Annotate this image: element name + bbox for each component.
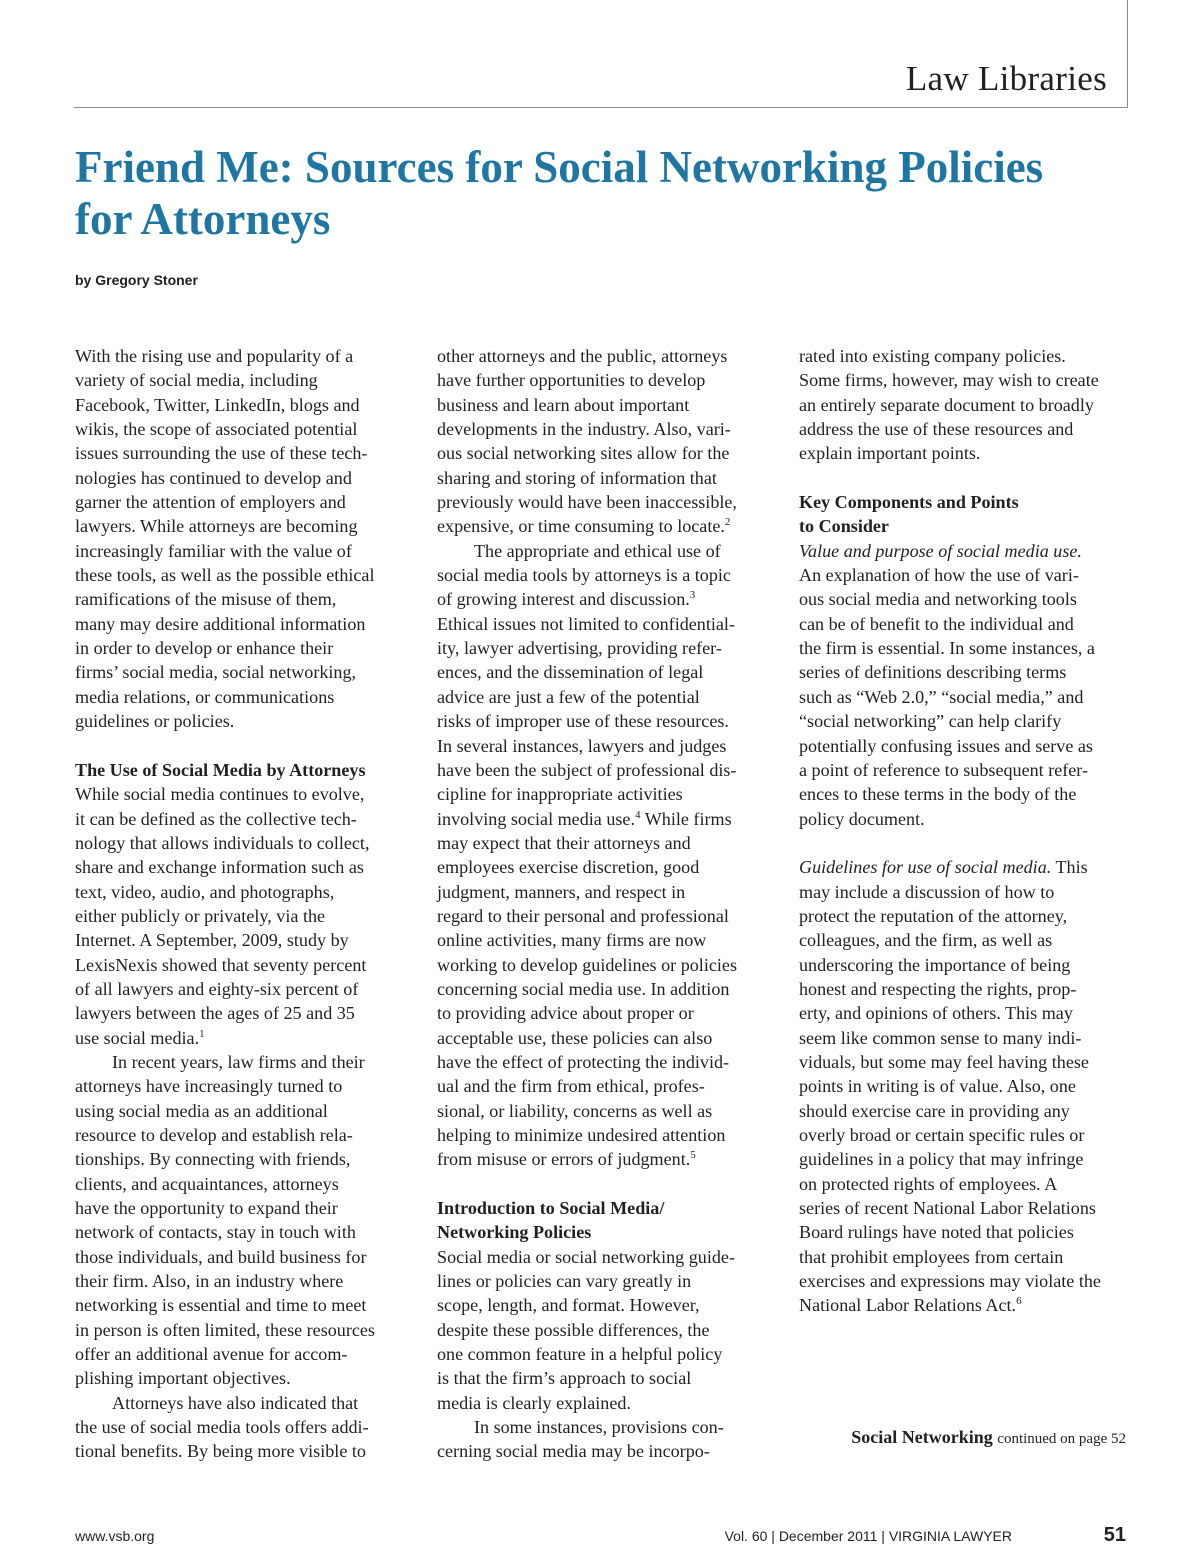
text-line: Key Components and Points [799,492,1019,513]
text-line: media is clearly explained. [437,1392,631,1413]
text-line: protect the reputation of the attorney, [799,905,1068,926]
text-column-2 [437,344,767,1464]
text-line: Attorneys have also indicated that [112,1392,359,1413]
text-line: to Consider [799,516,889,537]
text-line: address the use of these resources and [799,419,1074,440]
text-line: lawyers. While attorneys are becoming [75,516,358,537]
text-column-3 [799,344,1129,1318]
paragraph-gap [799,831,1129,855]
text-line: on protected rights of employees. A [799,1173,1058,1194]
text-line: With the rising use and popularity of a [75,346,354,366]
text-line [437,807,767,831]
text-line: other attorneys and the public, attorneys [437,346,728,366]
text-line: risks of improper use of these resources. [437,711,729,732]
continued-page: continued on page 52 [997,1431,1126,1447]
text-line: ous social networking sites allow for the [437,443,730,464]
text-line [799,1293,1129,1317]
text-line: explain important points. [799,443,981,464]
text-line: points in writing is of value. Also, one [799,1076,1076,1097]
byline: by Gregory Stoner [75,272,198,288]
text-line [799,855,1129,879]
text-line: While social media continues to evolve, [75,784,365,805]
text-line: previously would have been inaccessible, [437,492,737,513]
footnote-ref: 5 [690,1149,696,1162]
text-line: underscoring the importance of being [799,954,1071,975]
text-fragment: of growing interest and discussion. [437,589,690,610]
text-line: resource to develop and establish rela- [75,1125,353,1145]
footnote-ref: 6 [1016,1295,1022,1308]
text-line: ual and the firm from ethical, profes- [437,1076,705,1097]
text-line: is that the firm’s approach to social [437,1368,692,1389]
paragraph [437,1245,767,1415]
text-line [437,514,767,538]
section-heading [799,490,1129,539]
text-line: employees exercise discretion, good [437,857,700,878]
text-fragment: use social media. [75,1027,200,1048]
text-line: may expect that their attorneys and [437,832,691,853]
text-line: tionships. By connecting with friends, [75,1149,351,1170]
paragraph [799,344,1129,466]
text-fragment: from misuse or errors of judgment. [437,1149,691,1170]
text-line: sional, or liability, concerns as well as [437,1100,713,1121]
text-line: Social media or social networking guide- [437,1246,735,1267]
text-line: sharing and storing of information that [437,467,717,488]
text-line: text, video, audio, and photographs, [75,881,335,902]
text-line: clients, and acquaintances, attorneys [75,1173,339,1194]
paragraph-gap [437,1172,767,1196]
text-line: business and learn about important [437,394,690,415]
text-line: ity, lawyer advertising, providing refer- [437,638,722,659]
paragraph [437,1415,767,1464]
footnote-ref: 1 [199,1027,205,1040]
text-line: nology that allows individuals to collect, [75,832,370,853]
text-line: it can be defined as the collective tech- [75,808,357,829]
paragraph [437,612,767,807]
text-line: either publicly or privately, via the [75,905,326,926]
text-line [437,1147,767,1171]
text-line: ous social media and networking tools [799,589,1077,610]
text-line: such as “Web 2.0,” “social media,” and [799,686,1084,707]
paragraph [75,782,405,1025]
page-number: 51 [1103,1524,1126,1546]
subheading: Guidelines for use of social media. [799,857,1052,878]
text-line: should exercise care in providing any [799,1100,1070,1121]
text-line: media relations, or communications [75,686,335,707]
continued-notice [851,1427,1126,1448]
text-line: cerning social media may be incorpo- [437,1441,710,1462]
text-line: advice are just a few of the potential [437,686,700,707]
text-line: series of definitions describing terms [799,662,1067,683]
text-line: network of contacts, stay in touch with [75,1222,356,1243]
text-line: attorneys have increasingly turned to [75,1076,343,1097]
footer-issue: Vol. 60 | December 2011 | VIRGINIA LAWYER [724,1528,1012,1544]
paragraph [437,344,767,514]
text-line: networking is essential and time to meet [75,1295,367,1316]
text-column-1 [75,344,405,1464]
text-line: developments in the industry. Also, vari- [437,419,731,440]
title-line: Friend Me: Sources for Social Networking Policies [75,142,1044,192]
text-line: scope, length, and format. However, [437,1295,700,1316]
text-line: despite these possible differences, the [437,1319,710,1340]
text-fragment: This [1051,857,1088,878]
text-line: Facebook, Twitter, LinkedIn, blogs and [75,394,360,415]
text-line: wikis, the scope of associated potential [75,419,358,440]
paragraph [799,563,1129,831]
text-line: firms’ social media, social networking, [75,662,357,683]
header-vertical-rule [1127,0,1128,108]
text-line: one common feature in a helpful policy [437,1344,723,1365]
text-line: judgment, manners, and respect in [437,881,686,902]
text-line: social media tools by attorneys is a topic [437,565,731,586]
text-line: acceptable use, these policies can also [437,1027,713,1048]
text-line: have been the subject of professional dis- [437,759,737,780]
text-line: online activities, many firms are now [437,930,707,951]
text-line: guidelines in a policy that may infringe [799,1149,1084,1170]
section-label: Law Libraries [905,59,1107,98]
footer-url: www.vsb.org [75,1528,155,1544]
text-line: many may desire additional information [75,613,366,634]
text-line: overly broad or certain specific rules or [799,1125,1085,1145]
footnote-ref: 2 [724,516,731,529]
section-heading [437,1196,767,1245]
text-line: using social media as an additional [75,1100,328,1121]
text-line: cipline for inappropriate activities [437,784,683,805]
continued-title: Social Networking [851,1427,993,1447]
text-fragment: National Labor Relations Act. [799,1295,1017,1316]
paragraph [799,880,1129,1294]
text-line: that prohibit employees from certain [799,1246,1064,1267]
text-line: The appropriate and ethical use of [474,540,721,561]
text-line: their firm. Also, in an industry where [75,1271,344,1292]
paragraph-gap [75,734,405,758]
paragraph [75,1050,405,1391]
text-fragment: involving social media use. [437,808,635,829]
text-line: honest and respecting the rights, prop- [799,978,1077,999]
header-rule [74,107,1128,108]
text-line: guidelines or policies. [75,711,235,732]
text-line: have the opportunity to expand their [75,1198,338,1219]
text-line: those individuals, and build business for [75,1246,367,1267]
text-line: in person is often limited, these resources [75,1319,375,1340]
text-line: of all lawyers and eighty-six percent of [75,978,359,999]
text-line: can be of benefit to the individual and [799,613,1074,634]
text-line: an entirely separate document to broadly [799,394,1094,415]
text-line: In recent years, law firms and their [112,1051,365,1072]
text-line: LexisNexis showed that seventy percent [75,954,367,975]
text-line: plishing important objectives. [75,1368,291,1389]
text-line: a point of reference to subsequent refer- [799,759,1088,780]
text-line: rated into existing company policies. [799,346,1066,366]
text-line: policy document. [799,808,925,829]
text-line [437,587,767,611]
text-line: ences to these terms in the body of the [799,784,1077,805]
paragraph [75,344,405,734]
text-line: exercises and expressions may violate the [799,1271,1101,1292]
text-line: series of recent National Labor Relations [799,1198,1096,1219]
paragraph [437,539,767,588]
footnote-ref: 3 [689,589,696,602]
text-line: In some instances, provisions con- [474,1417,724,1438]
text-line: viduals, but some may feel having these [799,1051,1089,1072]
text-line: Introduction to Social Media/ [437,1198,665,1219]
text-line: garner the attention of employers and [75,492,346,513]
text-line: concerning social media use. In addition [437,978,730,999]
text-line: Some firms, however, may wish to create [799,370,1099,391]
article-title [75,141,1115,245]
text-line: lawyers between the ages of 25 and 35 [75,1003,355,1024]
text-line: have the effect of protecting the individ- [437,1051,730,1072]
text-line: may include a discussion of how to [799,881,1055,902]
text-line: seem like common sense to many indi- [799,1027,1082,1048]
text-line: lines or policies can vary greatly in [437,1271,692,1292]
text-line: In several instances, lawyers and judges [437,735,727,756]
text-fragment: While firms [640,808,732,829]
paragraph [75,1391,405,1464]
text-line: these tools, as well as the possible ethical [75,565,375,586]
text-fragment: expensive, or time consuming to locate. [437,516,725,537]
text-line: regard to their personal and professional [437,905,729,926]
text-line: helping to minimize undesired attention [437,1125,726,1145]
text-line: Internet. A September, 2009, study by [75,930,349,951]
text-line: potentially confusing issues and serve as [799,735,1093,756]
subheading: Value and purpose of social media use. [799,540,1082,561]
text-line: tional benefits. By being more visible to [75,1441,366,1462]
text-line: ences, and the dissemination of legal [437,662,704,683]
text-line: nologies has continued to develop and [75,467,352,488]
text-line: the firm is essential. In some instances, a [799,638,1095,659]
text-line: “social networking” can help clarify [799,711,1062,732]
text-line: Board rulings have noted that policies [799,1222,1074,1243]
text-line: colleagues, and the firm, as well as [799,930,1053,951]
text-line: offer an additional avenue for accom- [75,1344,348,1365]
text-line: Ethical issues not limited to confidential- [437,613,735,634]
title-line: for Attorneys [75,194,331,244]
text-line: increasingly familiar with the value of [75,540,352,561]
text-line: Networking Policies [437,1222,592,1243]
text-line [75,1026,405,1050]
section-heading: The Use of Social Media by Attorneys [75,759,366,780]
text-line: variety of social media, including [75,370,318,391]
paragraph [437,831,767,1147]
text-line: working to develop guidelines or policies [437,954,737,975]
text-line: share and exchange information such as [75,857,364,878]
paragraph-gap [799,466,1129,490]
text-line: the use of social media tools offers addi- [75,1417,369,1438]
text-line: to providing advice about proper or [437,1003,694,1024]
text-line: in order to develop or enhance their [75,638,334,659]
text-line: ramifications of the misuse of them, [75,589,337,610]
footnote-ref: 4 [635,808,641,821]
text-line: issues surrounding the use of these tech- [75,443,368,464]
text-line: have further opportunities to develop [437,370,706,391]
text-line: erty, and opinions of others. This may [799,1003,1073,1024]
text-line: An explanation of how the use of vari- [799,565,1079,586]
